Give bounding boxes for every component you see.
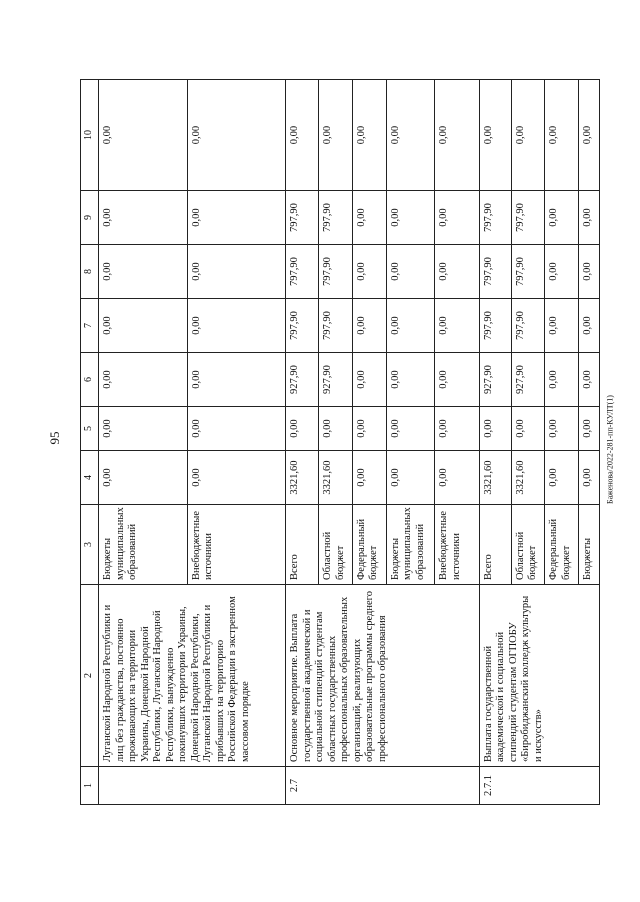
value-cell: 0,00 <box>99 191 188 245</box>
value-cell: 797,90 <box>319 191 353 245</box>
value-cell: 0,00 <box>545 80 579 191</box>
value-cell: 0,00 <box>352 80 386 191</box>
value-cell: 0,00 <box>386 451 435 505</box>
header-cell: 9 <box>81 191 99 245</box>
value-cell: 797,90 <box>319 245 353 299</box>
value-cell: 0,00 <box>435 451 479 505</box>
value-cell: 0,00 <box>99 407 188 451</box>
value-cell: 0,00 <box>435 299 479 353</box>
value-cell: 797,90 <box>479 299 511 353</box>
value-cell: 0,00 <box>187 191 285 245</box>
funding-source-cell: Всего <box>286 505 319 585</box>
value-cell: 927,90 <box>286 353 319 407</box>
page-number: 95 <box>47 431 62 445</box>
funding-source-cell: Всего <box>479 505 511 585</box>
value-cell: 0,00 <box>579 451 600 505</box>
value-cell: 0,00 <box>319 80 353 191</box>
value-cell: 0,00 <box>579 191 600 245</box>
value-cell: 0,00 <box>99 353 188 407</box>
value-cell: 0,00 <box>545 451 579 505</box>
row-code-cell: 2.7.1 <box>479 767 599 805</box>
header-row <box>81 80 99 805</box>
value-cell: 0,00 <box>435 353 479 407</box>
funding-source-cell: Внебюджетные источники <box>435 505 479 585</box>
value-cell: 0,00 <box>479 80 511 191</box>
value-cell: 0,00 <box>187 451 285 505</box>
budget-table <box>80 79 600 805</box>
value-cell: 0,00 <box>479 407 511 451</box>
value-cell: 797,90 <box>319 299 353 353</box>
value-cell: 0,00 <box>545 191 579 245</box>
value-cell: 0,00 <box>386 80 435 191</box>
value-cell: 797,90 <box>479 191 511 245</box>
value-cell: 0,00 <box>386 353 435 407</box>
value-cell: 0,00 <box>545 245 579 299</box>
value-cell: 927,90 <box>511 353 545 407</box>
value-cell: 0,00 <box>352 353 386 407</box>
value-cell: 0,00 <box>352 245 386 299</box>
funding-source-cell: Бюджеты <box>579 505 600 585</box>
measure-name-cell: Выплата государственной академической и социальной стипендий студентам ОГПОБУ «Биробиджанский колледж культуры и искусств» <box>479 585 599 767</box>
value-cell: 0,00 <box>545 353 579 407</box>
value-cell: 0,00 <box>386 245 435 299</box>
funding-source-cell: Бюджеты муниципальных образований <box>99 505 188 585</box>
header-cell: 4 <box>81 451 99 505</box>
row-code-cell: 2.7 <box>286 767 480 805</box>
header-cell: 7 <box>81 299 99 353</box>
funding-source-cell: Областной бюджет <box>319 505 353 585</box>
funding-source-cell: Федеральный бюджет <box>352 505 386 585</box>
value-cell: 0,00 <box>187 353 285 407</box>
header-cell: 1 <box>81 767 99 805</box>
header-cell: 3 <box>81 505 99 585</box>
table-row <box>99 80 188 805</box>
value-cell: 797,90 <box>286 191 319 245</box>
value-cell: 797,90 <box>286 245 319 299</box>
funding-source-cell: Федеральный бюджет <box>545 505 579 585</box>
value-cell: 0,00 <box>187 299 285 353</box>
value-cell: 3321,60 <box>319 451 353 505</box>
measure-name-cell: Основное мероприятие. Выплата государственной академической и социальной стипендий студентам областных государственных профессиональных образовательных организаций, реализующих образовательные программы среднего профессионального образования <box>286 585 480 767</box>
value-cell: 0,00 <box>386 191 435 245</box>
value-cell: 0,00 <box>99 80 188 191</box>
value-cell: 0,00 <box>511 407 545 451</box>
value-cell: 797,90 <box>286 299 319 353</box>
value-cell: 0,00 <box>187 80 285 191</box>
value-cell: 3321,60 <box>479 451 511 505</box>
header-cell: 8 <box>81 245 99 299</box>
value-cell: 0,00 <box>545 407 579 451</box>
header-cell: 5 <box>81 407 99 451</box>
value-cell: 0,00 <box>386 299 435 353</box>
value-cell: 927,90 <box>319 353 353 407</box>
header-cell: 2 <box>81 585 99 767</box>
value-cell: 0,00 <box>511 80 545 191</box>
value-cell: 0,00 <box>579 245 600 299</box>
value-cell: 0,00 <box>435 191 479 245</box>
value-cell: 797,90 <box>511 191 545 245</box>
value-cell: 0,00 <box>352 191 386 245</box>
value-cell: 0,00 <box>99 245 188 299</box>
value-cell: 0,00 <box>435 407 479 451</box>
value-cell: 0,00 <box>579 407 600 451</box>
value-cell: 0,00 <box>352 407 386 451</box>
value-cell: 0,00 <box>286 407 319 451</box>
value-cell: 0,00 <box>319 407 353 451</box>
value-cell: 797,90 <box>479 245 511 299</box>
document-code: Баженова/2022-281-пп-КУЛТ(1) <box>605 395 615 504</box>
value-cell: 3321,60 <box>286 451 319 505</box>
funding-source-cell: Внебюджетные источники <box>187 505 285 585</box>
measure-name-cell: Луганской Народной Республики и лиц без гражданства, постоянно проживающих на территории Украины, Донецкой Народной Республики, Луганской Народной Республики, вынужденно покинувших территории Украины, Донецкой Народной Республики, Луганской Народной Республики и прибывших на территорию Российской Федерации в экстренном массовом порядке <box>99 585 286 767</box>
funding-source-cell: Бюджеты муниципальных образований <box>386 505 435 585</box>
value-cell: 797,90 <box>511 299 545 353</box>
value-cell: 0,00 <box>545 299 579 353</box>
value-cell: 0,00 <box>187 245 285 299</box>
value-cell: 0,00 <box>579 353 600 407</box>
table-row <box>479 80 511 805</box>
value-cell: 0,00 <box>435 245 479 299</box>
row-code-cell <box>99 767 286 805</box>
rotated-table-wrapper <box>80 80 600 805</box>
value-cell: 0,00 <box>352 451 386 505</box>
value-cell: 0,00 <box>435 80 479 191</box>
header-cell: 10 <box>81 80 99 191</box>
header-cell: 6 <box>81 353 99 407</box>
value-cell: 0,00 <box>99 451 188 505</box>
value-cell: 0,00 <box>579 299 600 353</box>
value-cell: 0,00 <box>187 407 285 451</box>
table-row <box>286 80 319 805</box>
value-cell: 797,90 <box>511 245 545 299</box>
value-cell: 3321,60 <box>511 451 545 505</box>
value-cell: 0,00 <box>579 80 600 191</box>
funding-source-cell: Областной бюджет <box>511 505 545 585</box>
value-cell: 0,00 <box>99 299 188 353</box>
value-cell: 0,00 <box>286 80 319 191</box>
value-cell: 927,90 <box>479 353 511 407</box>
value-cell: 0,00 <box>386 407 435 451</box>
value-cell: 0,00 <box>352 299 386 353</box>
